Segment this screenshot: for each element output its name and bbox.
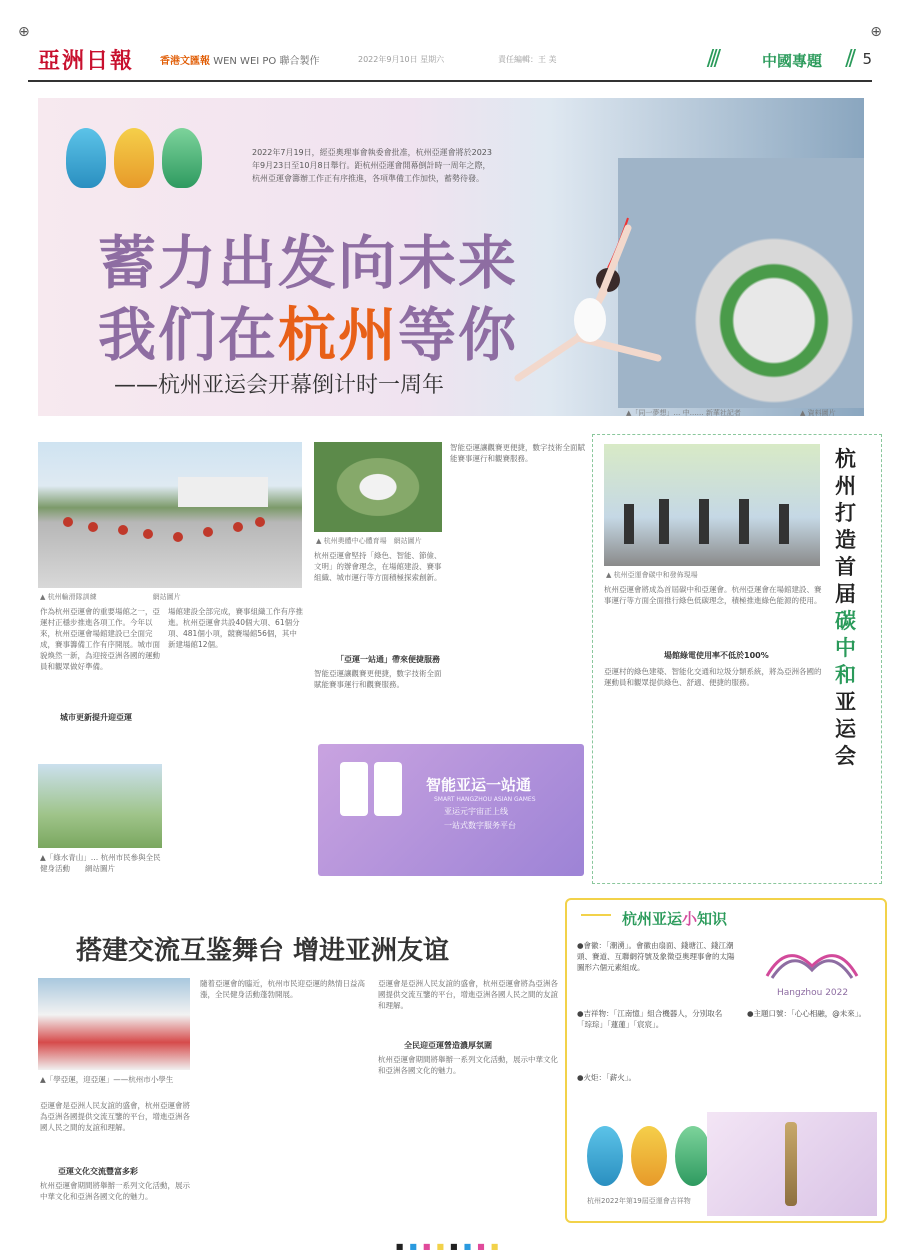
page-header (28, 42, 872, 82)
stripe-decoration: ∕∕∕ (706, 46, 717, 71)
bottom-body1: 亞運會是亞洲人民友誼的盛會，杭州亞運會將為亞洲各國提供交流互鑒的平台，增進亞洲各國人民之間的友誼和理解。 (40, 1101, 190, 1132)
hero-intro: 2022年7月19日，經亞奧理事會執委會批准，杭州亞運會將於2023年9月23日至10月8日舉行。距杭州亞運會開幕倒計時一周年之際，杭州亞運會籌辦工作正有序推進，各項準備工作加快，蓄勢待發。 (252, 148, 492, 183)
issue-date: 2022年9月10日 星期六 (358, 55, 445, 64)
hero-caption-left: ▲「同一夢想」… 中…… 新華社記者 (626, 409, 741, 417)
stripe-decoration: ∕∕ (845, 46, 852, 71)
registration-mark: ⊕ (870, 24, 882, 40)
phone-mockup (374, 762, 402, 816)
knowledge-item-2: ●吉祥物：「江南憶」組合機器人，分別取名「琮琮」「蓮蓮」「宸宸」。 (577, 1009, 723, 1029)
mascot-icon (162, 128, 202, 188)
right-body2: 亞運村的綠色建築、智能化交通和垃圾分類系統，將為亞洲各國的運動員和觀眾提供綠色、舒適、便捷的服務。 (604, 667, 822, 687)
right-body1: 杭州亞運會將成為首屆碳中和亞運會。杭州亞運會在場館建設、賽事運行等方面全面推行綠色低碳理念，積極推進綠色能源的使用。 (604, 585, 822, 605)
main-subtitle: ——杭州亚运会开幕倒计时一周年 (114, 373, 445, 398)
banner-line2: 一站式数字服务平台 (444, 821, 516, 830)
mascot-group (581, 1126, 721, 1192)
partner-rest: WEN WEI PO 聯合製作 (213, 56, 320, 67)
mascot-icon (675, 1126, 711, 1186)
students-photo (38, 978, 190, 1070)
main-title-line2 (98, 288, 518, 372)
col2-body: 場館建設全部完成，賽事組織工作有序推進。杭州亞運會共設40個大項、61個分項、481個小項，競賽場館56個，其中新建場館12個。 (168, 607, 303, 649)
newspaper-logo: 亞洲日報 (38, 48, 135, 74)
bottom-subheading2: 全民迎亞運營造濃厚氛圍 (404, 1041, 492, 1050)
knowledge-title-pre: 杭州亚运 (622, 910, 683, 928)
editor-credit: 責任編輯：王 美 (498, 55, 557, 64)
title-highlight: 杭州 (278, 301, 399, 369)
banner-title: 智能亚运一站通 (426, 776, 532, 794)
mascot-caption: 杭州2022年第19屆亞運會吉祥物 (587, 1197, 691, 1205)
phone-mockup (340, 762, 368, 816)
section-label: 中國專題 (761, 52, 822, 70)
partner-label (160, 52, 319, 67)
col1-subheading: 城市更新提升迎亞運 (60, 713, 132, 722)
archery-photo (38, 764, 162, 848)
knowledge-title (622, 908, 727, 929)
side-vertical-title (835, 445, 865, 769)
col4-subheading: 「亞運一站通」帶來便捷服務 (336, 655, 440, 664)
hero-banner (38, 98, 864, 416)
title-post: 等你 (398, 301, 519, 369)
banner-line1: 亚运元宇宙正上线 (444, 807, 508, 816)
stadium-aerial-photo (314, 442, 442, 532)
hero-caption-right: ▲ 資料圖片 (800, 409, 836, 417)
students-caption: ▲「學亞運，迎亞運」——杭州市小學生 (40, 1075, 174, 1084)
archery-caption: ▲「綠水青山」… 杭州市民參與全民健身活動 網站圖片 (40, 853, 161, 873)
side-title-highlight: 碳中和 (835, 608, 856, 687)
stadium-aerial-caption: ▲ 杭州奧體中心體育場 網站圖片 (316, 537, 422, 545)
color-registration-bar: ■■■■■■■■ (395, 1242, 505, 1251)
col3-body: 杭州亞運會堅持「綠色、智能、節儉、文明」的辦會理念，在場館建設、賽事組織、城市運行等方面積極探索創新。 (314, 551, 442, 582)
knowledge-box (565, 898, 887, 1223)
knowledge-item-4: ●火炬：「薪火」。 (577, 1073, 637, 1082)
bottom-body5: 杭州亞運會期間將舉辦一系列文化活動，展示中華文化和亞洲各國文化的魅力。 (378, 1055, 558, 1075)
knowledge-item-3: ●主題口號：「心心相融，@未來」。 (747, 1009, 867, 1018)
col5-body: 智能亞運讓觀賽更便捷，數字技術全面賦能賽事運行和觀賽服務。 (450, 443, 585, 463)
mascot-icon (631, 1126, 667, 1186)
torch-icon (785, 1122, 797, 1206)
col4-body: 智能亞運讓觀賽更便捷，數字技術全面賦能賽事運行和觀賽服務。 (314, 669, 442, 689)
bottom-body2: 杭州亞運會期間將舉辦一系列文化活動，展示中華文化和亞洲各國文化的魅力。 (40, 1181, 190, 1201)
mascot-icon (66, 128, 106, 188)
mascot-icon (114, 128, 154, 188)
col1-body: 作為杭州亞運會的重要場館之一，亞運村正穩步推進各項工作。今年以來，杭州亞運會場館建設已全面完成，賽事籌備工作有序開展。城市面貌煥然一新，為迎接亞洲各國的運動員和觀眾做好準備。 (40, 607, 160, 671)
title-decoration (581, 914, 611, 916)
emblem-label: Hangzhou 2022 (777, 988, 849, 998)
bottom-body3: 隨着亞運會的臨近，杭州市民迎亞運的熱情日益高漲，全民健身活動蓬勃開展。 (200, 979, 365, 999)
main-title-line1: 蓄力出发向未来 (98, 229, 519, 297)
registration-mark: ⊕ (18, 24, 30, 40)
side-title-pre: 杭州打造首届 (835, 446, 856, 606)
emblem-icon (757, 936, 867, 986)
bottom-body4: 亞運會是亞洲人民友誼的盛會，杭州亞運會將為亞洲各國提供交流互鑒的平台，增進亞洲各國人民之間的友誼和理解。 (378, 979, 558, 1010)
skating-caption: ▲ 杭州輪滑隊訓練 網站圖片 (40, 593, 181, 601)
right-subheading: 場館綠電使用率不低於100% (664, 651, 769, 660)
page-number: 5 (862, 50, 872, 68)
torch-image (707, 1112, 877, 1216)
knowledge-title-post: 知识 (697, 910, 728, 928)
skating-photo (38, 442, 302, 588)
partner-name: 香港文匯報 (160, 56, 210, 67)
banner-subtitle: SMART HANGZHOU ASIAN GAMES (434, 796, 536, 803)
title-pre: 我们在 (98, 301, 279, 369)
bottom-subheading1: 亞運文化交流豐富多彩 (58, 1167, 138, 1176)
ceremony-photo (604, 444, 820, 566)
knowledge-item-1: ●會徽：「潮湧」。會徽由扇面、錢塘江、錢江潮頭、賽道、互聯網符號及象徵亞奧理事會的太陽圖形六個元素組成。 (577, 941, 735, 972)
gymnast-figure (508, 208, 668, 388)
mascot-icon (587, 1126, 623, 1186)
bottom-headline: 搭建交流互鉴舞台 增进亚洲友谊 (76, 936, 450, 966)
ceremony-caption: ▲ 杭州亞運會碳中和發佈現場 (606, 571, 698, 579)
side-title-post: 亚运会 (835, 689, 856, 768)
knowledge-title-highlight: 小 (682, 910, 698, 928)
smart-asian-games-banner (318, 744, 584, 876)
